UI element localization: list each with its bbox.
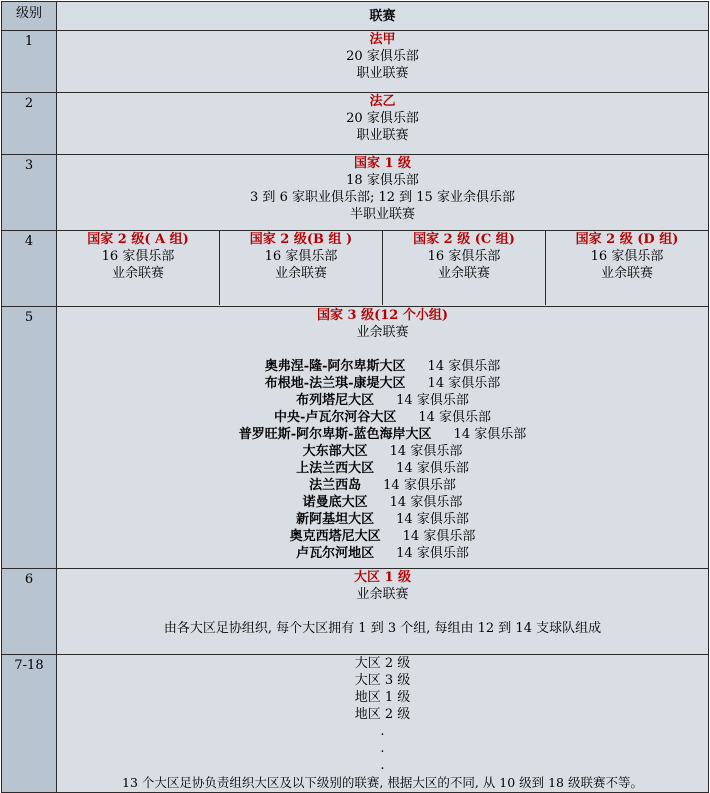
level-cell: 5 [2, 307, 57, 569]
league-cell [57, 569, 709, 655]
league-cell [57, 31, 709, 93]
group-title: 国家 2 级 (D 组) [575, 232, 679, 247]
level-cell: 2 [2, 93, 57, 155]
group-c [382, 231, 545, 305]
table-row [2, 31, 709, 93]
league-title: 国家 1 级 [353, 156, 412, 171]
league-line: 20 家俱乐部 [346, 49, 419, 64]
league-cell [57, 307, 709, 569]
group-type: 业余联赛 [111, 266, 164, 281]
league-line: . [380, 758, 385, 773]
group-title: 国家 2 级( A 组) [87, 232, 189, 247]
group-title: 国家 2 级(B 组 ) [249, 232, 353, 247]
league-line: 18 家俱乐部 [346, 173, 419, 188]
district-row [57, 426, 708, 443]
league-cell [57, 93, 709, 155]
district-clubs: 14 家俱乐部 [389, 495, 463, 510]
district-list [57, 358, 708, 562]
league-line: 20 家俱乐部 [346, 111, 419, 126]
district-clubs: 14 家俱乐部 [389, 444, 463, 459]
district-row [57, 460, 708, 477]
district-name: 新阿基坦大区 [296, 512, 375, 527]
league-cell [57, 655, 709, 793]
district-row [57, 443, 708, 460]
district-clubs: 14 家俱乐部 [396, 393, 469, 408]
district-clubs: 14 家俱乐部 [427, 376, 501, 391]
table-row [2, 655, 709, 793]
league-line: 大区 2 级 [354, 656, 411, 671]
district-name: 奥弗涅-隆-阿尔卑斯大区 [264, 359, 406, 374]
league-line [57, 603, 708, 620]
district-clubs: 14 家俱乐部 [453, 427, 527, 442]
table-row [2, 307, 709, 569]
district-row [57, 494, 708, 511]
district-clubs: 14 家俱乐部 [427, 359, 501, 374]
district-name: 法兰西岛 [309, 478, 362, 493]
level-header: 级别 [2, 2, 57, 31]
group-clubs: 16 家俱乐部 [101, 249, 175, 264]
group-clubs: 16 家俱乐部 [427, 249, 501, 264]
district-row [57, 358, 708, 375]
group-type: 业余联赛 [274, 266, 327, 281]
district-clubs: 14 家俱乐部 [418, 410, 492, 425]
league-line: 地区 1 级 [354, 690, 411, 705]
level-cell: 3 [2, 155, 57, 231]
district-clubs: 14 家俱乐部 [402, 529, 476, 544]
league-line: 半职业联赛 [349, 207, 415, 222]
league-line: 业余联赛 [356, 587, 409, 602]
district-name: 卢瓦尔河地区 [296, 546, 375, 561]
district-name: 中央-卢瓦尔河谷大区 [273, 410, 397, 425]
group-type: 业余联赛 [437, 266, 490, 281]
league-table [1, 1, 709, 793]
group-d [545, 231, 708, 305]
district-name: 布根地-法兰琪-康堤大区 [264, 376, 406, 391]
table-row [2, 231, 709, 307]
district-row [57, 375, 708, 392]
district-name: 布列塔尼大区 [296, 393, 375, 408]
group-type: 业余联赛 [600, 266, 653, 281]
district-name: 诺曼底大区 [302, 495, 368, 510]
level-cell: 1 [2, 31, 57, 93]
header-row [2, 2, 709, 31]
league-header: 联赛 [57, 2, 709, 31]
league-cell [57, 155, 709, 231]
league-line: 由各大区足协组织, 每个大区拥有 1 到 3 个组, 每组由 12 到 14 支球队组成 [163, 621, 602, 636]
district-name: 奥克西塔尼大区 [289, 529, 381, 544]
league-line: 职业联赛 [356, 66, 409, 81]
level-cell: 6 [2, 569, 57, 655]
league-line: 地区 2 级 [354, 707, 411, 722]
group-list [57, 231, 708, 305]
table-row [2, 155, 709, 231]
league-line: . [380, 724, 385, 739]
district-name: 上法兰西大区 [296, 461, 375, 476]
league-line: 职业联赛 [356, 128, 409, 143]
district-clubs: 14 家俱乐部 [396, 461, 469, 476]
league-title: 国家 3 级(12 个小组) [316, 308, 449, 323]
level-cell: 7-18 [2, 655, 57, 793]
league-line: 3 到 6 家职业俱乐部; 12 到 15 家业余俱乐部 [250, 190, 515, 205]
level-cell: 4 [2, 231, 57, 307]
district-clubs: 14 家俱乐部 [383, 478, 456, 493]
league-cell [57, 231, 709, 307]
table-row [2, 569, 709, 655]
district-row [57, 545, 708, 562]
group-b [219, 231, 382, 305]
group-clubs: 16 家俱乐部 [264, 249, 338, 264]
district-clubs: 14 家俱乐部 [396, 546, 469, 561]
district-name: 普罗旺斯-阿尔卑斯-蓝色海岸大区 [238, 427, 432, 442]
group-title: 国家 2 级 (C 组) [413, 232, 515, 247]
district-clubs: 14 家俱乐部 [396, 512, 469, 527]
league-line: 大区 3 级 [354, 673, 411, 688]
district-name: 大东部大区 [302, 444, 368, 459]
league-title: 法乙 [369, 94, 396, 109]
district-row [57, 477, 708, 494]
district-row [57, 392, 708, 409]
district-row [57, 511, 708, 528]
district-row [57, 528, 708, 545]
group-a [57, 231, 219, 305]
table-row [2, 93, 709, 155]
league-line: . [380, 741, 385, 756]
group-clubs: 16 家俱乐部 [590, 249, 664, 264]
league-title: 大区 1 级 [353, 570, 412, 585]
district-row [57, 409, 708, 426]
league-title: 法甲 [369, 32, 396, 47]
league-line: 13 个大区足协负责组织大区及以下级别的联赛, 根据大区的不同, 从 10 级到 18 级联赛不等。 [122, 775, 643, 790]
league-subtitle: 业余联赛 [356, 325, 409, 340]
